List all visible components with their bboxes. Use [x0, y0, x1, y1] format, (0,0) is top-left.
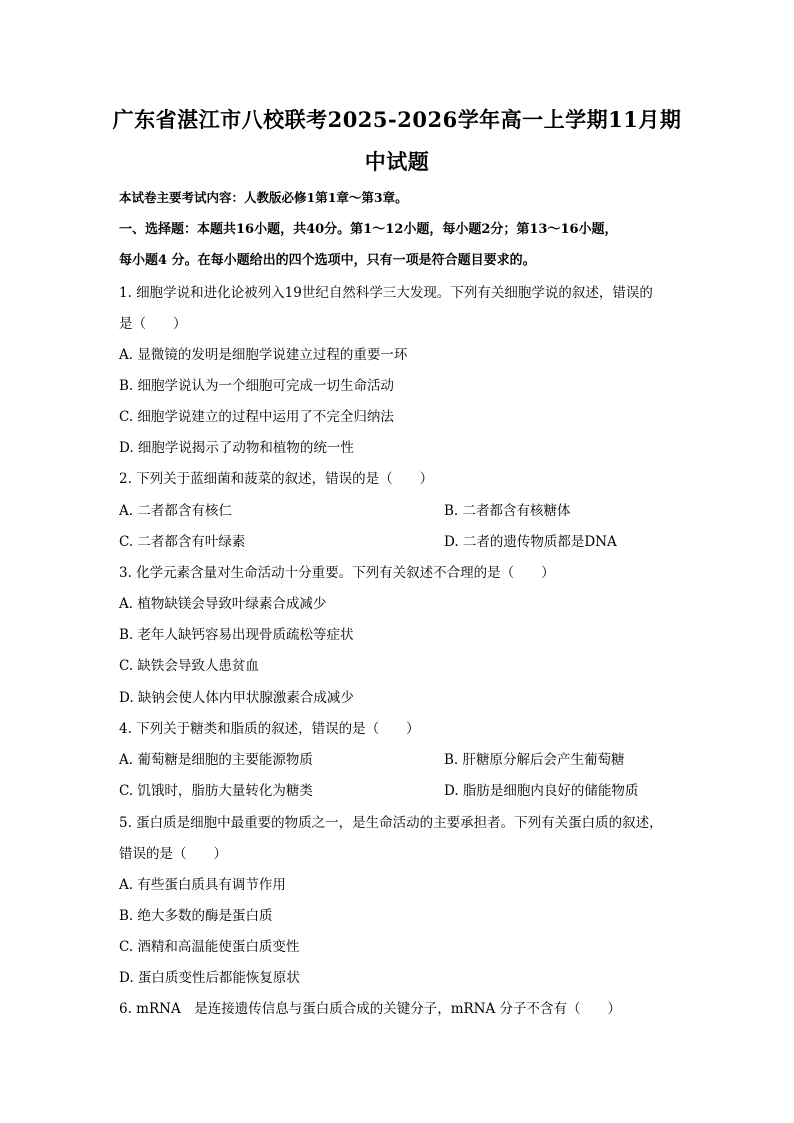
- question-1-option-d: D. 细胞学说揭示了动物和植物的统一性: [119, 440, 354, 456]
- section-instructions-line-1: 一、选择题：本题共16小题，共40分。第1～12小题，每小题2分；第13～16小题，: [119, 222, 618, 237]
- question-3-option-b: B. 老年人缺钙容易出现骨质疏松等症状: [119, 627, 354, 643]
- document-title-line-2: 中试题: [364, 149, 430, 174]
- question-2-option-a: A. 二者都含有核仁: [119, 503, 232, 519]
- question-3-option-d: D. 缺钠会使人体内甲状腺激素合成减少: [119, 690, 354, 706]
- question-1-option-c: C. 细胞学说建立的过程中运用了不完全归纳法: [119, 409, 394, 425]
- question-1-stem-line-2: 是（ ）: [119, 316, 187, 332]
- question-1-option-b: B. 细胞学说认为一个细胞可完成一切生命活动: [119, 378, 395, 394]
- section-instructions-line-2: 每小题4 分。在每小题给出的四个选项中，只有一项是符合题目要求的。: [119, 253, 536, 268]
- question-2-option-c: C. 二者都含有叶绿素: [119, 534, 246, 550]
- question-3-option-c: C. 缺铁会导致人患贫血: [119, 658, 259, 674]
- question-5-option-a: A. 有些蛋白质具有调节作用: [119, 877, 286, 893]
- question-4-option-d: D. 脂肪是细胞内良好的储能物质: [444, 783, 639, 799]
- question-2-option-b: B. 二者都含有核糖体: [444, 503, 571, 519]
- question-5-option-c: C. 酒精和高温能使蛋白质变性: [119, 939, 300, 955]
- question-3-option-a: A. 植物缺镁会导致叶绿素合成减少: [119, 596, 327, 612]
- question-3-stem: 3. 化学元素含量对生命活动十分重要。下列有关叙述不合理的是（ ）: [119, 565, 555, 581]
- question-5-stem-line-2: 错误的是（ ）: [119, 846, 227, 862]
- question-2-stem: 2. 下列关于蓝细菌和菠菜的叙述，错误的是（ ）: [119, 471, 434, 487]
- question-4-option-c: C. 饥饿时，脂肪大量转化为糖类: [119, 783, 313, 799]
- document-title-line-1: 广东省湛江市八校联考2025-2026学年高一上学期11月期: [112, 107, 682, 132]
- question-6-stem: 6. mRNA 是连接遗传信息与蛋白质合成的关键分子，mRNA 分子不含有（ ）: [119, 1001, 622, 1017]
- question-5-stem-line-1: 5. 蛋白质是细胞中最重要的物质之一，是生命活动的主要承担者。下列有关蛋白质的叙述，: [119, 815, 663, 831]
- question-4-option-a: A. 葡萄糖是细胞的主要能源物质: [119, 752, 313, 768]
- question-4-option-b: B. 肝糖原分解后会产生葡萄糖: [444, 752, 625, 768]
- question-4-stem: 4. 下列关于糖类和脂质的叙述，错误的是（ ）: [119, 721, 420, 737]
- question-1-stem-line-1: 1. 细胞学说和进化论被列入19世纪自然科学三大发现。下列有关细胞学说的叙述，错误的: [119, 285, 653, 301]
- question-1-option-a: A. 显微镜的发明是细胞学说建立过程的重要一环: [119, 347, 408, 363]
- question-5-option-b: B. 绝大多数的酶是蛋白质: [119, 908, 273, 924]
- question-5-option-d: D. 蛋白质变性后都能恢复原状: [119, 970, 300, 986]
- question-2-option-d: D. 二者的遗传物质都是DNA: [444, 534, 617, 550]
- exam-scope: 本试卷主要考试内容：人教版必修1第1章～第3章。: [119, 190, 408, 205]
